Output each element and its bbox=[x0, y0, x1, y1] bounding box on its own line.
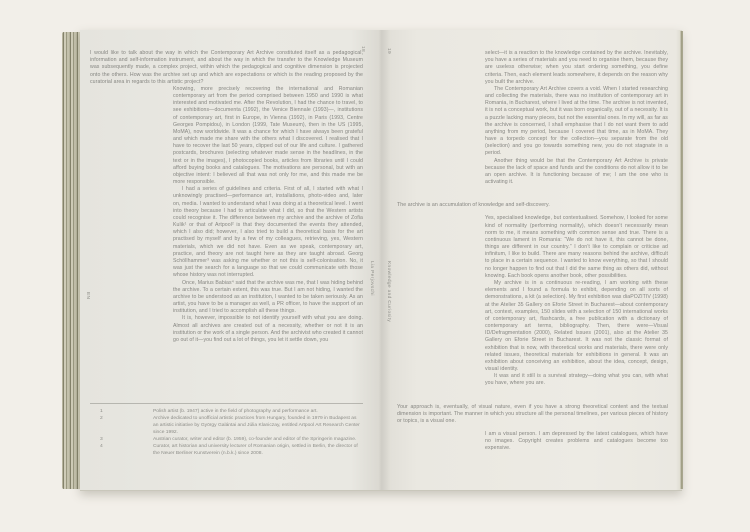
footnote bbox=[90, 409, 363, 416]
answer-paragraph: It is, however, impossible to not identify yourself with what you are doing. Almost all archives are created out of a necessity, whether or not it is an institution or the work of a single person. And the archivist who created it cannot go out of it—you find out a lot of things, you let it settle down, you bbox=[173, 315, 363, 343]
language-marker: EN bbox=[85, 292, 90, 300]
answer-paragraph: select—it is a reaction to the knowledge contained by the archive. Inevitably, you have a series of materials and you need to organise them, because they are useless otherwise; when you start ordering something, you define criteria. Then, each element leads somewhere, it depends on the reason why you built the archive. bbox=[485, 50, 668, 85]
page-number-left: 18 bbox=[360, 46, 365, 53]
book-pages bbox=[80, 30, 682, 491]
answer-paragraph: The Contemporary Art Archive covers a void. When I started researching and collecting the materials, there was no institution of contemporary art in Romania, in Bucharest, where I lived at the time. The archive is not invented, it is not a conceptual work, but it was born organically, out of a necessity. It is a puzzle lacking many pieces, but not the essential ones. In my will, as far as the archive is concerned, I shall emphasise that I do not want them to add anything from my period, because I covered that time, as in MoMA. They have a torpedo concept for the collection—you separate from the old (selection) and you go towards something new, you do not stagnate in a period. bbox=[485, 85, 668, 157]
footnote bbox=[90, 416, 363, 437]
book-page-edges-left bbox=[62, 32, 80, 489]
left-page-text-block bbox=[90, 50, 363, 344]
interviewer-question: The archive is an accumulation of knowledge and self-discovery. bbox=[397, 202, 550, 209]
answer-paragraph: Once, Marius Babias⁴ said that the archive was me, that I was hiding behind the archive. To a certain extent, this was true. But I am not hiding, I wanted the archive to be understood as an institution, I wanted to be taken seriously. As an artist, you have to be a manager as well, a PR officer, to have the support of an institution, and I tried to accomplish all these things. bbox=[173, 279, 363, 315]
page-number-right: 19 bbox=[386, 48, 391, 55]
answer-paragraph: Yes, specialised knowledge, but contextualised. Somehow, I looked for some kind of normality (performing normality), which doesn’t necessarily mean norm to me, it means something with common sense and true. There is a continuous lament in Romania: “We do not have it, this cannot be done, things are different in our country.” I don’t like to complain or criticise ad infinitum, I like to build. There are many reasons behind the archive, difficult to place in a certain sequence. I wanted to know everything, so that I should no longer happen to find out that I did the same thing as others did, without knowing. Each book opens another book, other possibilities. bbox=[485, 215, 668, 279]
footnote-number: 4 bbox=[100, 443, 103, 449]
answer-paragraph: Another thing would be that the Contemporary Art Archive is private because the lack of space and funds and the conditions do not allow it to be an open archive. It is functioning because of me; I am the one who is activating it. bbox=[485, 157, 668, 186]
answer-paragraph: Knowing, more precisely recovering the international and Romanian contemporary art from the period comprised between 1950 and 1990 is what interested and motivated me. After the Revolution, I had the chance to travel, to see exhibitions—documenta (1992), the Venice Biennale (1993)—, institutions of contemporary art, first in Europe, in Vienna (1992), in Paris (1993, Centre Georges Pompidou), in London (1999, Tate Museum), then in the US (1995, MoMA), now worldwide. It was a chance for which I have always been grateful and which made me share with the others what I discovered. I realised that I have to recover the last 50 years, clipped out of our life and culture. I gathered postcards, brochures (selecting whatever made sense in the headlines, in the text or in the images), I photocopied books, articles from libraries until I could afford buying books and catalogues. The motivations are personal, but with an objective intent: I believed all that was not only for me, and this made me be more responsible. bbox=[173, 85, 363, 186]
footnote bbox=[90, 444, 363, 458]
footnote bbox=[90, 437, 363, 444]
footnote-text: Curator, art historian and university lecturer of Romanian origin, settled in Berlin, the director of the Neuer Berliner Kunstverein (n.b.k.) since 2008. bbox=[153, 443, 358, 456]
interviewer-question: I would like to talk about the way in which the Contemporary Art Archive constituted itself as a pedagogical, information and self-information instrument, and about the way in which the transfer to the Knowledge Museum was subsequently made, a complex project, within which the pedagogical and cognitive dimension is projected onto the others. How was the archive set up and which are expectations or which is the reading proposed by the curatorial area in regards to this artistic project? bbox=[90, 50, 363, 85]
footnote-text: Polish artist (b. 1947) active in the field of photography and performance art. bbox=[153, 409, 318, 414]
open-book-spread bbox=[62, 30, 682, 490]
answer-paragraph: It was and it still is a survival strategy—doing what you can, with what you have, where you are. bbox=[485, 373, 668, 387]
answer-paragraph: I am a visual person. I am depressed by the latest catalogues, which have no images. Copyright creates problems and catalogues become too expensive. bbox=[485, 431, 668, 452]
footnote-text: Archive dedicated to unofficial artistic practices from Hungary, founded in 1979 in Budapest as an artistic initiative by György Galántai and Júlia Klaniczay, entitled Artpool Art Research Center since 1992. bbox=[153, 415, 360, 435]
interviewer-question: Your approach is, eventually, of visual nature, even if you have a strong theoretical content and the textual dimension is important. The manner in which you structure all the personal timelines, per various pieces of history or topics, is a visual one. bbox=[397, 403, 668, 424]
answer-paragraph: I had a series of guidelines and criteria. First of all, I started with what I unknowingly practised—performance art, installations, photo-video and, later on, media. I wanted to understand what I was doing at a theoretical level. I went into theory because I had to articulate what I did, so that the Western artists could recognise it. The difference between my archive and the archive of Zofia Kulik¹ or that of Artpool² is that they documented the events they attended, which I also did; however, I also tried to build a theoretical basis for the art practised by myself and by a few of my colleagues, retrieving, yes, Western materials, which we did not have. Even as we speak, contemporary art, practice, and theory are not taught here as they are taught abroad. Georg Schöllhammer³ was asking me whether or not this is self-colonisation. No, it was just the search for a language so that we could communicate with those whose history was not interrupted. bbox=[173, 186, 363, 279]
running-title-author: Lia Perjovschi bbox=[369, 261, 374, 296]
footnote-number: 2 bbox=[100, 415, 103, 421]
footnote-number: 1 bbox=[100, 409, 103, 414]
footnote-number: 3 bbox=[100, 436, 103, 442]
footnotes-block bbox=[90, 403, 363, 458]
right-page-text-block bbox=[397, 50, 668, 453]
running-title-chapter: Knowledge and Curiosity bbox=[386, 261, 391, 323]
answer-paragraph: My archive is in a continuous re-reading, I am working with these elements and I found a formula to exhibit, depending on all sorts of demonstrations, a kit (a selection). My first exhibition was diaPOZITIV (1998) at the Atelier 35 Gallery on Eforie Street in Bucharest—about contemporary art, context, examples, 150 slides with a selection of 150 international works of contemporary art, flashcards, a free publication with a dictionary of contemporary art terms, bibliography. Then, there were—Visual ID/Defragmentation (2000), Related Issues (2001), also at the Atelier 35 Gallery on Eforie Street in Bucharest. It was not the classic format of exhibition that is now, with theoretical works and materials, there were only related issues, theoretical materials for exhibitions in general. It was an exhibition about conceiving an exhibition, about the idea, concept, design, visual identity. bbox=[485, 279, 668, 373]
footnote-text: Austrian curator, writer and editor (b. 1959), co-founder and editor of the Springerin magazine. bbox=[153, 436, 357, 442]
